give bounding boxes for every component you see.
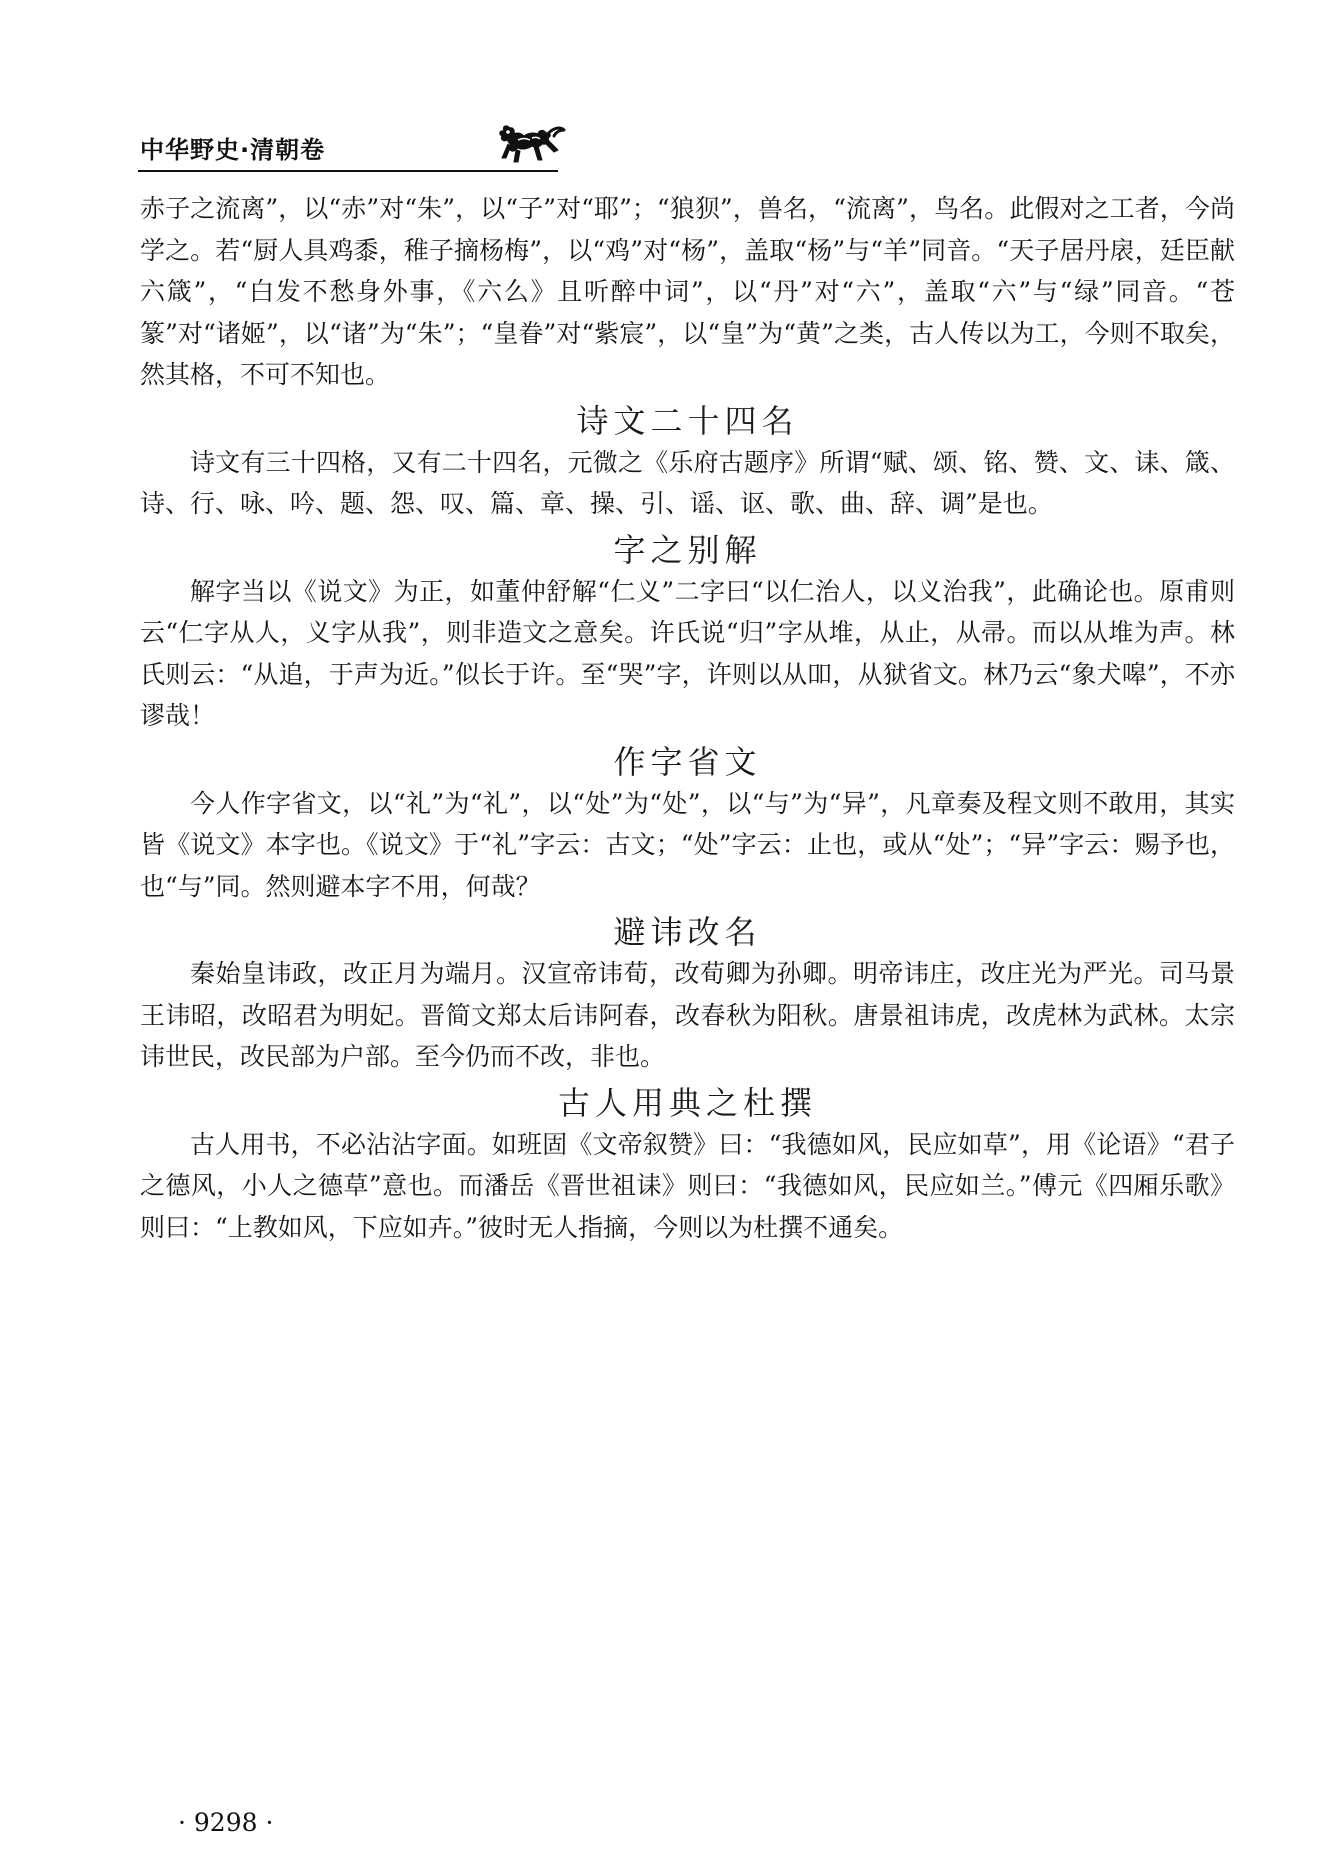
- section-title: 避讳改名: [613, 913, 762, 951]
- book-title: 中华野史·清朝卷: [140, 136, 326, 164]
- page-content: [140, 188, 1235, 1248]
- page-number: · 9298 ·: [178, 1808, 274, 1837]
- section-body: 今人作字省文，以“礼”为“礼”，以“处”为“处”，以“与”为“异”，凡章奏及程文则不敢用，其实皆《说文》本字也。《说文》于“礼”字云：古文；“处”字云：止也，或从“处”；“异”字云：赐予也，也“与”同。然则避本字不用，何哉？: [140, 788, 1235, 901]
- section-body: 诗文有三十四格，又有二十四名，元微之《乐府古题序》所谓“赋、颂、铭、赞、文、诔、箴、诗、行、咏、吟、题、怨、叹、篇、章、操、引、谣、讴、歌、曲、辞、调”是也。: [140, 447, 1235, 518]
- section-body: 古人用书，不必沾沾字面。如班固《文帝叙赞》曰：“我德如风，民应如草”，用《论语》“君子之德风，小人之德草”意也。而潘岳《晋世祖诔》则曰：“我德如风，民应如兰。”傅元《四厢乐歌》则曰：“上教如风，下应如卉。”彼时无人指摘，今则以为杜撰不通矣。: [140, 1129, 1235, 1242]
- running-header: [140, 118, 1240, 174]
- section-title: 字之别解: [613, 530, 762, 569]
- continuation-paragraph: 赤子之流离”，以“赤”对“朱”，以“子”对“耶”；“狼狈”，兽名，“流离”，鸟名。此假对之工者，今尚学之。若“厨人具鸡黍，稚子摘杨梅”，以“鸡”对“杨”，盖取“杨”与“羊”同音。“天子居丹扆，廷臣献六箴”，“白发不愁身外事，《六么》且听醉中词”，以“丹”对“六”，盖取“六”与“绿”同音。“苍篆”对“诸姬”，以“诸”为“朱”；“皇眷”对“紫宸”，以“皇”为“黄”之类，古人传以为工，今则不取矣，然其格，不可不知也。: [140, 194, 1235, 389]
- header-rule: [138, 170, 558, 172]
- section-body: 秦始皇讳政，改正月为端月。汉宣帝讳荀，改荀卿为孙卿。明帝讳庄，改庄光为严光。司马景王讳昭，改昭君为明妃。晋简文郑太后讳阿春，改春秋为阳秋。唐景祖讳虎，改虎林为武林。太宗讳世民，改民部为户部。至今仍而不改，非也。: [140, 959, 1235, 1071]
- section-title: 诗文二十四名: [576, 401, 799, 440]
- dragon-emblem-icon: [488, 118, 570, 166]
- section-title: 作字省文: [613, 742, 762, 781]
- section-title: 古人用典之杜撰: [557, 1083, 817, 1122]
- section-body: 解字当以《说文》为正，如董仲舒解“仁义”二字曰“以仁治人，以义治我”，此确论也。原甫则云“仁字从人，义字从我”，则非造文之意矣。许氏说“归”字从堆，从止，从帚。而以从堆为声。林氏则云：“从追，于声为近。”似长于许。至“哭”字，许则以从吅，从狱省文。林乃云“象犬嗥”，不亦谬哉！: [140, 576, 1235, 730]
